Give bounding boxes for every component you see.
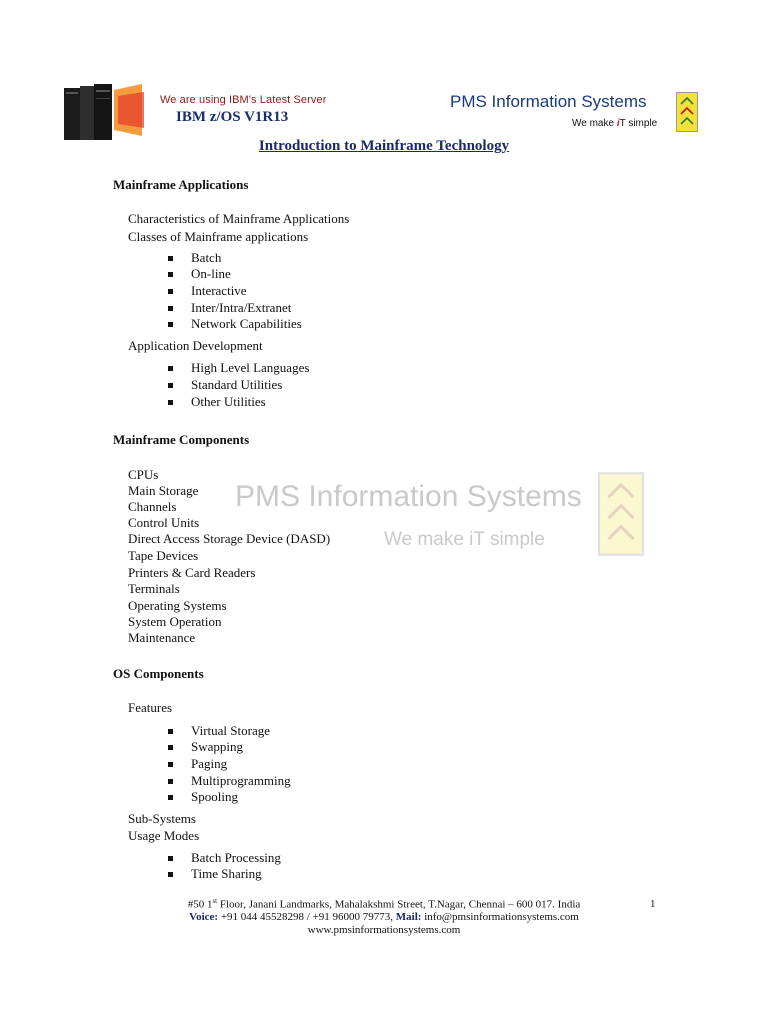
list-item: CPUs [128,467,159,482]
bullet-icon [168,366,173,371]
bullet-icon [168,872,173,877]
server-rack-graphic [62,80,152,140]
footer-address: #50 1st Floor, Janani Landmarks, Mahalakshmi Street, T.Nagar, Chennai – 600 017. India [187,897,581,911]
watermark-brand-name: PMS Information Systems [235,480,582,513]
bullet-icon [168,856,173,861]
applications-characteristics: Characteristics of Mainframe Applications [128,211,350,226]
document-title: Introduction to Mainframe Technology [258,138,510,154]
bullet-icon [168,400,173,405]
watermark-logo-icon [598,472,644,556]
footer-contact: Voice: +91 044 45528298 / +91 96000 79773, Mail: info@pmsinformationsystems.com [189,911,579,923]
bullet-icon [168,306,173,311]
server-banner-tagline: We are using IBM's Latest Server [160,94,327,106]
brand-logo-icon [676,92,698,132]
list-item: Main Storage [128,483,199,498]
os-subsystems: Sub-Systems [128,811,196,826]
application-development-heading: Application Development [128,338,263,353]
page-number: 1 [650,898,656,910]
list-item: Terminals [128,581,180,596]
list-item: Tape Devices [128,548,199,563]
section-heading-applications: Mainframe Applications [113,177,249,192]
list-item: Maintenance [128,630,196,645]
bullet-icon [168,256,173,261]
bullet-icon [168,795,173,800]
bullet-icon [168,383,173,388]
bullet-icon [168,322,173,327]
server-banner-os: IBM z/OS V1R13 [176,109,289,125]
list-item: Channels [128,499,177,514]
list-item: Control Units [128,515,200,530]
watermark-tagline: We make iT simple [384,529,545,550]
bullet-icon [168,762,173,767]
section-heading-os: OS Components [113,666,204,681]
list-item: System Operation [128,614,222,629]
brand-tagline: We make iT simple [572,118,658,129]
footer-website[interactable]: www.pmsinformationsystems.com [307,924,461,936]
section-heading-components: Mainframe Components [113,432,250,447]
bullet-icon [168,289,173,294]
bullet-icon [168,272,173,277]
bullet-icon [168,779,173,784]
bullet-icon [168,745,173,750]
list-item: Operating Systems [128,598,227,613]
brand-name: PMS Information Systems [450,92,647,111]
os-features-heading: Features [128,700,173,715]
list-item: Direct Access Storage Device (DASD) [128,531,331,546]
bullet-icon [168,729,173,734]
list-item: Printers & Card Readers [128,565,256,580]
os-usage-modes-heading: Usage Modes [128,828,200,843]
applications-classes: Classes of Mainframe applications [128,229,309,244]
